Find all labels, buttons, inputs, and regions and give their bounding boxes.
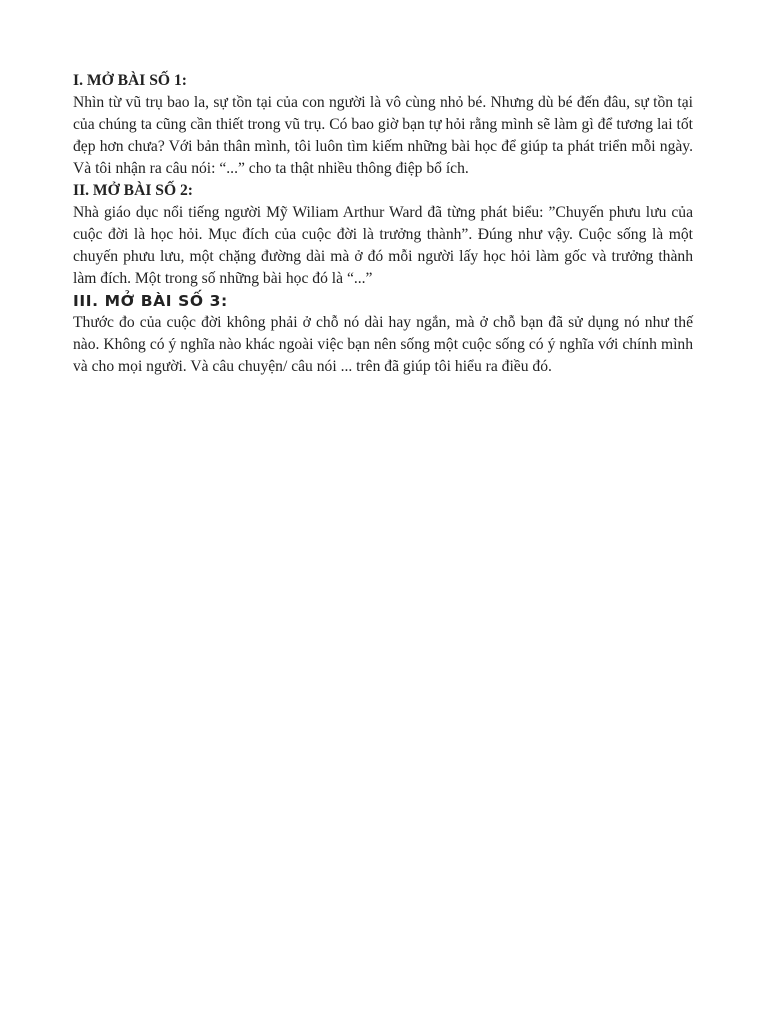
section-2-heading: II. MỞ BÀI SỐ 2: (73, 182, 193, 199)
section-3-body: Thước đo của cuộc đời không phải ở chỗ nó dài hay ngắn, mà ở chỗ bạn đã sử dụng nó như thế nào. Không có ý nghĩa nào khác ngoài việc bạn nên sống một cuộc sống có ý nghĩa với chính mình và cho mọi người. Và câu chuyện/ câu nói ... trên đã giúp tôi hiểu ra điều đó. (73, 314, 693, 375)
section-2-body: Nhà giáo dục nổi tiếng người Mỹ Wiliam Arthur Ward đã từng phát biểu: ”Chuyến phưu lưu của cuộc đời là học hỏi. Mục đích của cuộc đời là trưởng thành”. Đúng như vậy. Cuộc sống là một chuyến phưu lưu, một chặng đường dài mà ở đó mỗi người lấy học hỏi làm gốc và trưởng thành làm đích. Một trong số những bài học đó là “...” (73, 204, 693, 287)
section-1-body: Nhìn từ vũ trụ bao la, sự tồn tại của con người là vô cùng nhỏ bé. Nhưng dù bé đến đâu, sự tồn tại của chúng ta cũng cần thiết trong vũ trụ. Có bao giờ bạn tự hỏi rằng mình sẽ làm gì để tương lai tốt đẹp hơn chưa? Với bản thân mình, tôi luôn tìm kiếm những bài học để giúp ta phát triển mỗi ngày. Và tôi nhận ra câu nói: “...” cho ta thật nhiều thông điệp bổ ích. (73, 94, 693, 177)
section-3-heading: III. MỞ BÀI SỐ 3: (73, 292, 228, 310)
document-page (73, 70, 693, 378)
section-1-heading: I. MỞ BÀI SỐ 1: (73, 72, 187, 89)
